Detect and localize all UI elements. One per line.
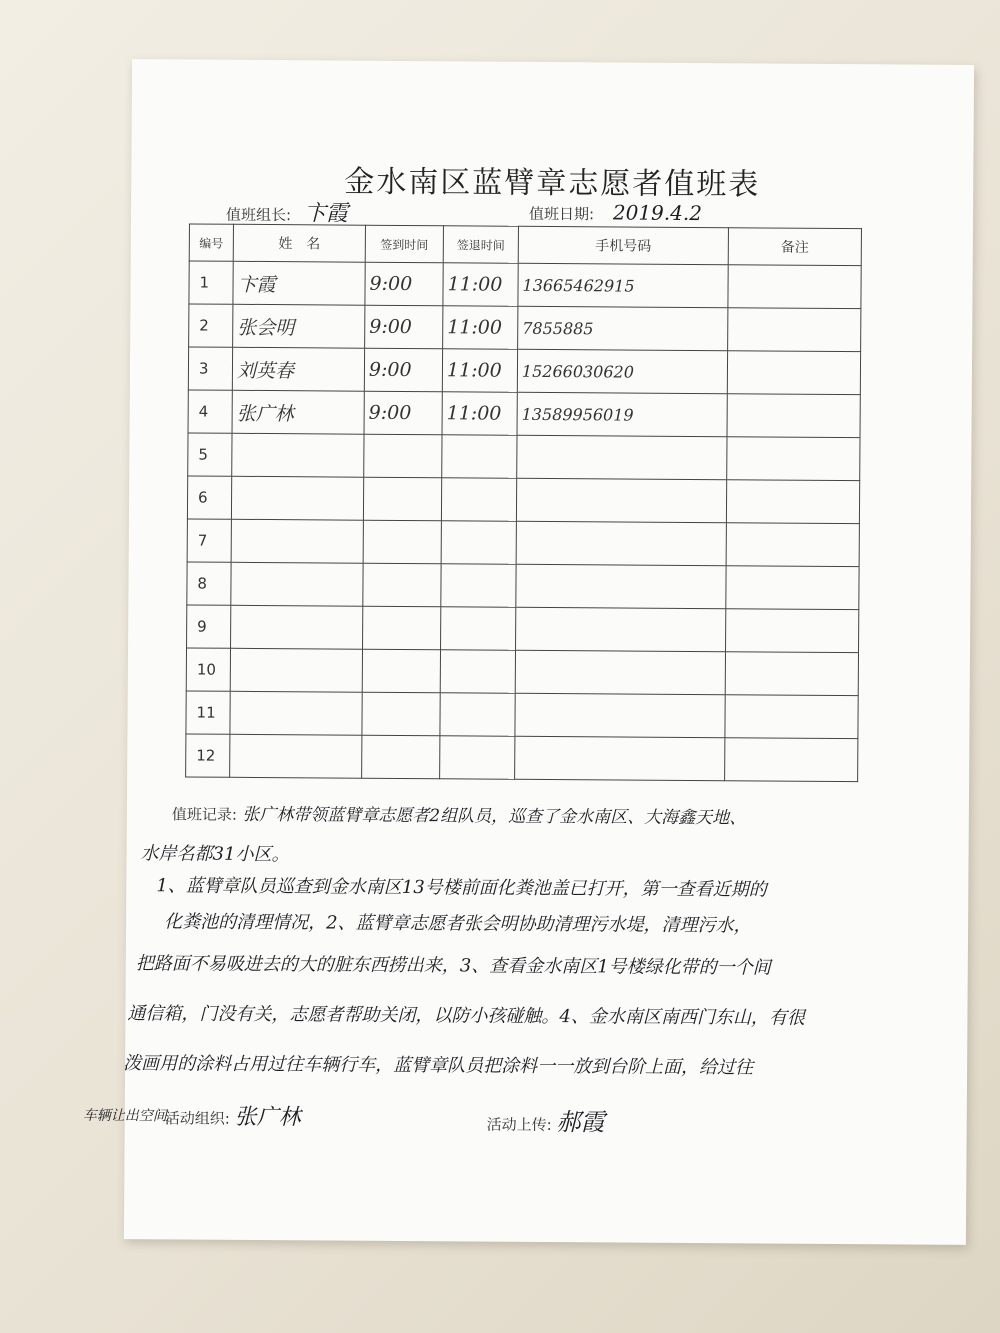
row-sign-in: 9:00 (365, 305, 443, 349)
col-header-note: 备注 (728, 228, 861, 266)
row-name (231, 562, 363, 606)
table-row (189, 304, 861, 352)
row-note (727, 437, 860, 481)
record-line: 1、蓝臂章队员巡查到金水南区13号楼前面化粪池盖已打开，第一查看近期的 (156, 875, 767, 901)
row-name: 张广林 (232, 390, 364, 434)
row-note (725, 695, 858, 739)
record-line: 通信箱，门没有关，志愿者帮助关闭，以防小孩碰触。4、金水南区南西门东山，有很 (127, 1003, 805, 1029)
row-sign-out (441, 564, 516, 608)
row-note (725, 738, 858, 782)
row-name: 卞霞 (233, 261, 365, 305)
organizer-value: 张广林 (234, 1104, 301, 1131)
organizer-label: 活动组织: (164, 1109, 230, 1128)
row-phone (516, 478, 726, 522)
record-line: 水岸名都31小区。 (140, 843, 290, 866)
table-row (187, 476, 859, 524)
row-phone: 13665462915 (518, 263, 728, 307)
duty-sheet (82, 59, 974, 1245)
page-title: 金水南区蓝臂章志愿者值班表 (344, 164, 761, 203)
row-name (230, 648, 362, 692)
date-label: 值班日期: (528, 204, 595, 224)
record-line: 化粪池的清理情况，2、蓝臂章志愿者张会明协助清理污水堤，清理污水， (164, 911, 752, 937)
row-sign-out (441, 607, 516, 651)
row-phone (517, 435, 727, 479)
row-name: 刘英春 (232, 347, 364, 391)
row-note (727, 394, 860, 438)
row-phone (516, 564, 726, 608)
row-note (728, 308, 861, 352)
duty-record (172, 799, 932, 829)
leader-field (226, 196, 348, 228)
row-sign-in: 9:00 (364, 391, 442, 435)
row-phone (516, 607, 726, 651)
row-name (231, 476, 363, 520)
row-sign-out: 11:00 (443, 263, 518, 307)
table-row (188, 390, 860, 438)
row-note (725, 652, 858, 696)
table-row (189, 261, 861, 309)
record-line: 泼画用的涂料占用过往车辆行车，蓝臂章队员把涂料一一放到台阶上面，给过往 (123, 1053, 754, 1079)
row-name (231, 605, 363, 649)
row-number: 11 (186, 691, 230, 734)
row-note (726, 480, 859, 524)
row-name (230, 691, 362, 735)
table-row (187, 519, 859, 567)
row-sign-in (363, 563, 441, 607)
row-sign-in (364, 434, 442, 478)
row-sign-in (363, 477, 441, 521)
col-header-sign-out: 签退时间 (443, 226, 518, 264)
row-sign-out (442, 435, 517, 479)
row-number: 3 (188, 347, 232, 390)
row-sign-out: 11:00 (442, 392, 517, 436)
row-sign-out (440, 736, 515, 780)
row-sign-in (363, 606, 441, 650)
col-header-sign-in: 签到时间 (365, 225, 443, 263)
row-sign-in: 9:00 (364, 348, 442, 392)
row-note (726, 523, 859, 567)
row-phone (515, 650, 725, 694)
row-phone: 15266030620 (517, 349, 727, 393)
row-number: 10 (186, 648, 230, 691)
row-number: 2 (189, 304, 233, 347)
row-name (230, 734, 362, 778)
row-number: 12 (186, 734, 230, 777)
table-row (187, 562, 859, 610)
col-header-name: 姓 名 (233, 224, 365, 262)
row-sign-in (362, 735, 440, 779)
row-sign-in: 9:00 (365, 262, 443, 306)
row-phone (515, 693, 725, 737)
row-phone (515, 736, 725, 780)
row-phone: 13589956019 (517, 392, 727, 436)
table-row (186, 648, 858, 696)
row-sign-in (362, 649, 440, 693)
row-name (231, 519, 363, 563)
table-row (188, 347, 860, 395)
leader-label: 值班组长: (225, 205, 292, 225)
row-phone (516, 521, 726, 565)
uploader-field (487, 1102, 605, 1138)
row-name (232, 433, 364, 477)
date-field (529, 200, 702, 225)
table-row (187, 605, 859, 653)
row-number: 6 (187, 476, 231, 519)
row-number: 4 (188, 390, 232, 433)
row-sign-out (441, 478, 516, 522)
col-header-phone: 手机号码 (518, 226, 728, 264)
row-number: 9 (187, 605, 231, 648)
row-phone: 7855885 (518, 306, 728, 350)
row-number: 7 (187, 519, 231, 562)
table-row (186, 691, 858, 739)
duty-table (185, 223, 862, 782)
record-line: 把路面不易吸进去的大的脏东西捞出来，3、查看金水南区1号楼绿化带的一个间 (135, 953, 771, 979)
uploader-label: 活动上传: (486, 1115, 552, 1135)
col-header-number: 编号 (189, 224, 233, 261)
row-note (726, 609, 859, 653)
uploader-value: 郝霞 (556, 1108, 605, 1137)
row-number: 5 (188, 433, 232, 476)
record-line: 车辆让出空间。 (82, 1107, 181, 1125)
record-line: 张广林带领蓝臂章志愿者2组队员，巡查了金水南区、大海鑫天地、 (242, 804, 747, 829)
leader-value: 卞霞 (303, 201, 348, 227)
row-sign-out (441, 521, 516, 565)
row-sign-in (362, 692, 440, 736)
table-header-row (189, 224, 861, 266)
row-note (727, 351, 860, 395)
row-sign-out (440, 693, 515, 737)
table-row (186, 734, 858, 782)
row-name: 张会明 (233, 304, 365, 348)
record-label: 值班记录: (171, 805, 237, 824)
row-sign-out: 11:00 (442, 349, 517, 393)
row-sign-in (363, 520, 441, 564)
row-sign-out (440, 650, 515, 694)
row-note (726, 566, 859, 610)
table-row (188, 433, 860, 481)
row-note (728, 265, 861, 309)
row-number: 1 (189, 261, 233, 304)
organizer-field (165, 1099, 301, 1131)
date-value: 2019.4.2 (612, 200, 703, 226)
row-number: 8 (187, 562, 231, 605)
row-sign-out: 11:00 (443, 306, 518, 350)
